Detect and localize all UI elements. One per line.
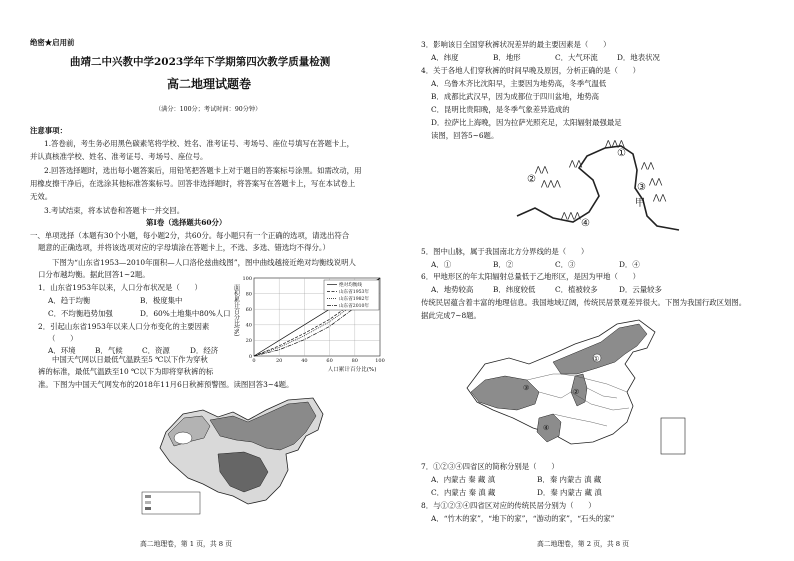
intro-1b: 口分布越均衡。据此回答1~2题。 <box>38 270 150 279</box>
q7-option-d: D．秦 内蒙古 藏 滇 <box>537 488 602 497</box>
map-label-3: ③ <box>637 182 646 193</box>
mountain-symbol: ⋀⋀ <box>641 161 655 170</box>
q6-option-c: C．植被较多 <box>555 285 598 294</box>
legend-entry: 山东省1982年 <box>339 297 370 302</box>
mountain-symbol: ⋀⋀⋀ <box>541 179 561 188</box>
province-label-2: ② <box>573 388 580 396</box>
notice-2a: 2.回答选择题时，选出每小题答案后，用铅笔把答题卡上对于题目的答案标号涂黑。如需改动，用 <box>44 166 362 175</box>
q7-option-c: C．内蒙古 秦 滇 藏 <box>431 488 496 497</box>
legend-swatch-3 <box>145 507 151 510</box>
intro-3a: 中国天气网以日最低气温跌至5 ℃以下作为穿秋 <box>52 355 208 364</box>
y-tick-label: 100 <box>242 275 252 282</box>
lorenz-curve-chart <box>232 272 385 373</box>
page-right <box>397 0 794 561</box>
secret-label: 绝密★启用前 <box>30 38 75 47</box>
mountain-symbol: ⋀⋀⋀ <box>605 139 625 148</box>
q2-option-b: B．气候 <box>95 346 123 355</box>
q4-option-b: B．成都比武汉早，因为成都位于四川盆地，地势高 <box>431 92 600 101</box>
q7-option-b: B．秦 内蒙古 滇 藏 <box>537 475 602 484</box>
south-sea-inset <box>661 418 685 454</box>
part-heading: 第Ⅰ卷（选择题共60分） <box>146 218 227 227</box>
q6-option-b: B．纬度较低 <box>493 285 536 294</box>
exam-title: 曲靖二中兴教中学2023学年下学期第四次教学质量检测 <box>70 56 331 68</box>
intro-3b: 裤的标准，最低气温跌至10 ℃以下为即将穿秋裤的标 <box>38 367 214 376</box>
notice-1b: 并认真核准学校、姓名、准考证号、考场号、座位号。 <box>30 152 208 161</box>
x-tick-label: 0 <box>252 358 256 364</box>
legend-swatch-1 <box>145 495 151 498</box>
question-1: 1．山东省1953年以来，人口分布状况是（ ） <box>38 283 202 292</box>
mountain-symbol: ⋀⋀ <box>535 165 549 174</box>
notice-1a: 1.答卷前，考生务必用黑色碳素笔将学校、姓名、准考证号、考场号、座位号填写在答题卡上， <box>44 139 355 148</box>
notice-heading: 注意事项： <box>30 126 67 135</box>
mountain-symbol: ⋀⋀ <box>653 193 667 202</box>
mountain-symbol: ⋀⋀⋀ <box>561 211 581 220</box>
x-axis-label: 人口累计百分比(%) <box>327 367 377 373</box>
q2-option-a: A．环境 <box>48 346 76 355</box>
q5-option-d: D．④ <box>619 260 640 269</box>
question-2: 2．引起山东省1953年以来人口分布变化的主要因素 <box>38 322 210 331</box>
section-1a: 一、单项选择（本题有30个小题，每小题2分，共60分。每小题只有一个正确的选项，请选出符合 <box>30 231 350 240</box>
notice-2c: 无效。 <box>30 192 53 201</box>
q4-option-c: C．昆明比贵阳晚，是冬季气象差异造成的 <box>431 105 570 114</box>
q7-option-a: A．内蒙古 秦 藏 滇 <box>431 475 496 484</box>
q1-option-a: A．趋于均衡 <box>48 296 91 305</box>
q3-option-c: C．大气环流 <box>555 53 598 62</box>
y-axis-label: 面积累计百分比(%) <box>232 284 240 337</box>
mountain-symbol: ⋀⋀ <box>649 177 663 186</box>
legend-entry: 山东省1953年 <box>339 290 370 295</box>
footer-left: 高二地理卷，第 1 页，共 8 页 <box>140 540 233 548</box>
notice-3: 3.考试结束，将本试卷和答题卡一并交回。 <box>44 206 185 215</box>
x-tick-label: 80 <box>351 358 358 364</box>
q3-option-b: B．地形 <box>493 53 521 62</box>
exam-subtitle: 高二地理试题卷 <box>167 77 252 91</box>
q5-option-a: A．① <box>431 260 452 269</box>
x-tick-label: 100 <box>375 358 385 364</box>
y-tick-label: 60 <box>245 307 252 313</box>
intro-1a: 下图为“山东省1953—2010年面积—人口洛伦兹曲线图”，图中曲线越接近绝对均衡线说明人 <box>52 258 356 267</box>
q3-option-a: A．纬度 <box>431 53 459 62</box>
coastline <box>517 146 679 230</box>
q6-option-d: D．云量较多 <box>619 285 662 294</box>
x-tick-label: 60 <box>326 358 333 364</box>
intro-3c: 准。下图为中国天气网发布的2018年11月6日秋裤预警图。读图回答3~4题。 <box>38 380 294 389</box>
warning-zone-plateau <box>174 432 192 444</box>
legend-entry: 山东省2010年 <box>339 304 370 309</box>
footer-right: 高二地理卷，第 2 页，共 8 页 <box>537 540 630 548</box>
y-tick-label: 80 <box>245 291 252 298</box>
province-label-3: ③ <box>523 384 530 392</box>
legend-entry: 绝对均衡线 <box>339 283 362 288</box>
q3-option-d: D．地表状况 <box>617 53 660 62</box>
chart-legend <box>324 280 379 310</box>
map-label-1: ① <box>617 148 626 159</box>
notice-2b: 用橡皮擦干净后，在选涂其他标准答案标号。回答非选择题时，将答案写在答题卡上，写在本试卷上 <box>30 179 356 188</box>
province-label-4: ④ <box>543 424 550 432</box>
section-1b: 题意的正确选项，并将该选项对应的字母填涂在答题卡上，不选、多选、错选均不得分。） <box>38 243 330 252</box>
legend-swatch-2 <box>145 501 151 504</box>
q8-option-a: A．“竹木的家”，“地下的家”，“游动的家”，“石头的家” <box>431 514 615 523</box>
q5-option-b: B．② <box>493 260 514 269</box>
y-tick-label: 0 <box>248 353 252 360</box>
mountain-range-1 <box>534 139 667 220</box>
q2-option-c: C．资源 <box>142 346 170 355</box>
map-label-2: ② <box>527 174 536 185</box>
question-3: 3．影响该日全国穿秋裤状况差异的最主要因素是（ ） <box>421 40 611 49</box>
question-6: 6．甲地形区的年太阳辐射总量低于乙地形区，是因为甲地（ ） <box>421 272 641 281</box>
q5-option-c: C．③ <box>555 260 576 269</box>
score-note: （满分：100分；考试时间：90分钟） <box>155 106 262 113</box>
question-4: 4．关于各地人们穿秋裤的时间早晚及原因，分析正确的是（ ） <box>421 66 641 75</box>
question-5: 5．图中山脉，属于我国南北方分界线的是（ ） <box>421 247 589 256</box>
q1-option-d: D．60%土地集中80%人口 <box>140 309 231 318</box>
autumn-pants-warning-map <box>148 392 328 517</box>
q4-option-a: A．乌鲁木齐比沈阳早，主要因为地势高，冬季气温低 <box>431 79 607 88</box>
mountains-map <box>509 138 684 238</box>
y-tick-label: 20 <box>245 338 252 345</box>
question-8: 8．与①②③④四省区对应的传统民居分别为（ ） <box>421 501 596 510</box>
mountain-symbol: ⋀⋀ <box>569 159 583 168</box>
x-tick-label: 20 <box>276 358 283 364</box>
q6-option-a: A．地势较高 <box>431 285 474 294</box>
province-map <box>457 318 687 458</box>
q1-option-b: B．极度集中 <box>140 296 183 305</box>
q2-paren: （ ） <box>48 334 78 343</box>
intro-5: 读图，回答5~6题。 <box>431 131 499 140</box>
q4-option-d: D．拉萨比上海晚，因为拉萨光照充足，太阳辐射最强最足 <box>431 118 622 127</box>
map-label-4: ④ <box>581 218 590 229</box>
province-label-1: ① <box>593 355 600 363</box>
x-tick-label: 40 <box>301 358 308 364</box>
intro-7a: 传统民居蕴含着丰富的地理信息。我国地域辽阔，传统民居景观差异很大。下图为我国行政区划图。 <box>421 298 747 307</box>
question-7: 7．①②③④四省区的简称分别是（ ） <box>421 462 559 471</box>
y-tick-label: 40 <box>245 322 252 329</box>
q1-option-c: C．不均衡趋势加强 <box>48 309 113 318</box>
map-label-jia: 甲 <box>635 198 645 209</box>
intro-7b: 据此完成7~8题。 <box>421 311 481 320</box>
q2-option-d: D．经济 <box>190 346 219 355</box>
